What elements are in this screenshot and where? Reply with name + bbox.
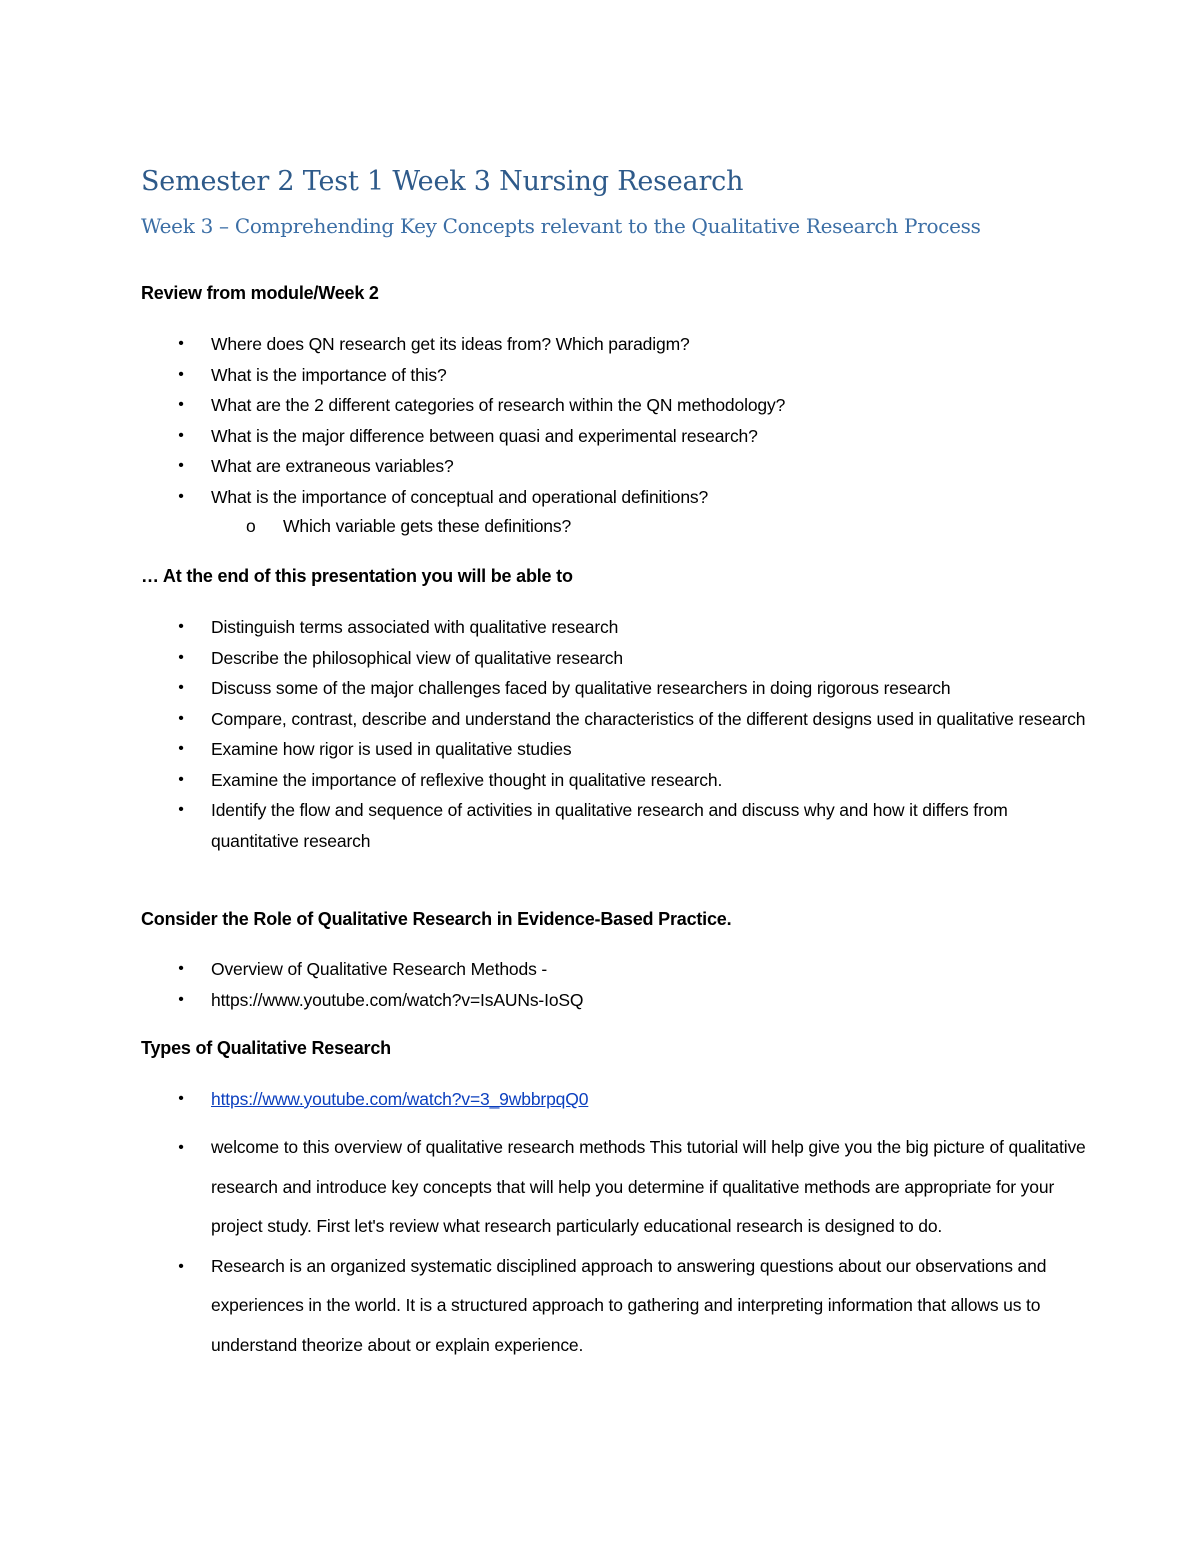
page-title: Semester 2 Test 1 Week 3 Nursing Research [141, 166, 744, 197]
list-item: • Research is an organized systematic disciplined approach to answering questions about our observations and experiences in the world. It is a structured approach to gathering and interpreting information that allows us to understand theorize about or explain experience. [0, 1247, 1200, 1366]
bullet-icon: • [178, 487, 184, 505]
video-link[interactable]: https://www.youtube.com/watch?v=3_9wbbrpqQ0 [211, 1089, 589, 1109]
page-subtitle: Week 3 – Comprehending Key Concepts relevant to the Qualitative Research Process [141, 214, 981, 238]
list-item [0, 1084, 1200, 1115]
list-item: • Discuss some of the major challenges faced by qualitative researchers in doing rigorous research [0, 673, 1200, 704]
bullet-icon: • [178, 801, 184, 818]
review-heading: Review from module/Week 2 [141, 283, 379, 303]
bullet-icon: • [178, 960, 184, 977]
bullet-icon: • [178, 770, 184, 788]
types-list [0, 1128, 1200, 1365]
bullet-icon: • [178, 679, 184, 696]
bullet-icon: • [178, 709, 184, 727]
bullet-icon: • [178, 990, 184, 1008]
bullet-icon: • [178, 457, 184, 474]
list-item: • Identify the flow and sequence of activities in qualitative research and discuss why and how it differs from quantitative research [0, 795, 1200, 856]
list-item: • What is the importance of conceptual and operational definitions? [0, 482, 1200, 513]
bullet-icon: • [178, 1139, 184, 1156]
list-item: • welcome to this overview of qualitative research methods This tutorial will help give you the big picture of qualitative research and introduce key concepts that will help you determine if qualitative methods are appropriate for your project study. First let's review what research particularly educational research is designed to do. [0, 1128, 1200, 1247]
list-item: • Examine the importance of reflexive thought in qualitative research. [0, 765, 1200, 796]
document-page: Semester 2 Test 1 Week 3 Nursing Research Week 3 – Comprehending Key Concepts relevant to the Qualitative Research Process Review from module/Week 2 • Where does QN research get its ideas from? Which paradigm? • What is the importance of this? • What are the 2 different categories of research within the QN methodology? • What is the major difference between quasi and experimental research? • What are extraneous variables? • What is the importance of conceptual and operational definitions? o Which variable gets these definitions? … At the end of this presentation you will be able to • Distinguish terms associated with qualitative research • Describe the philosophical view of qualitative research • Discuss some of the major challenges faced by qualitative researchers in doing rigorous research • Compare, contrast, describe and understand the characteristics of the different designs used in qualitative research • Examine how rigor is used in qualitative studies • Examine the importance of reflexive thought in qualitative research. • Identify the flow and sequence of activities in qualitative research and discuss why and how it differs from quantitative research Consider the Role of Qualitative Research in Evidence-Based Practice. • Overview of Qualitative Research Methods - • https://www.youtube.com/watch?v=IsAUNs-IoSQ Types of Qualitative Research • https://www.youtube.com/watch?v=3_9wbbrpqQ0 • welcome to this overview of qualitative research methods This tutorial will help give you the big picture of qualitative research and introduce key concepts that will help you determine if qualitative methods are appropriate for your project study. First let's review what research particularly educational research is designed to do. • Research is an organized systematic disciplined approach to answering questions about our observations and experiences in the world. It is a structured approach to gathering and interpreting information that allows us to understand theorize about or explain experience. [0, 0, 1200, 1553]
types-heading: Types of Qualitative Research [141, 1038, 391, 1058]
role-list [0, 954, 1200, 1015]
bullet-icon: • [178, 618, 184, 635]
bullet-icon: • [178, 335, 184, 352]
list-item: • What is the major difference between quasi and experimental research? [0, 421, 1200, 452]
list-item: • Distinguish terms associated with qualitative research [0, 612, 1200, 643]
list-item: • What are the 2 different categories of research within the QN methodology? [0, 390, 1200, 421]
list-item: • Compare, contrast, describe and understand the characteristics of the different designs used in qualitative research [0, 704, 1200, 735]
bullet-icon: • [178, 1090, 184, 1107]
list-item: • What is the importance of this? [0, 360, 1200, 391]
circle-bullet-icon: o [246, 516, 256, 536]
bullet-icon: • [178, 1257, 184, 1275]
bullet-icon: • [178, 396, 184, 413]
bullet-icon: • [178, 426, 184, 444]
review-list [0, 329, 1200, 512]
list-item: • What are extraneous variables? [0, 451, 1200, 482]
bullet-icon: • [178, 365, 184, 383]
objectives-heading: … At the end of this presentation you will be able to [141, 566, 573, 586]
list-item: • Describe the philosophical view of qualitative research [0, 643, 1200, 674]
bullet-icon: • [178, 740, 184, 757]
objectives-list [0, 612, 1200, 856]
bullet-icon: • [178, 648, 184, 666]
list-item: • https://www.youtube.com/watch?v=IsAUNs-IoSQ [0, 985, 1200, 1016]
role-heading: Consider the Role of Qualitative Research in Evidence-Based Practice. [141, 909, 732, 929]
list-item: • Where does QN research get its ideas from? Which paradigm? [0, 329, 1200, 360]
types-link-list [0, 1084, 1200, 1115]
list-item: • Examine how rigor is used in qualitative studies [0, 734, 1200, 765]
list-item: • Overview of Qualitative Research Methods - [0, 954, 1200, 985]
